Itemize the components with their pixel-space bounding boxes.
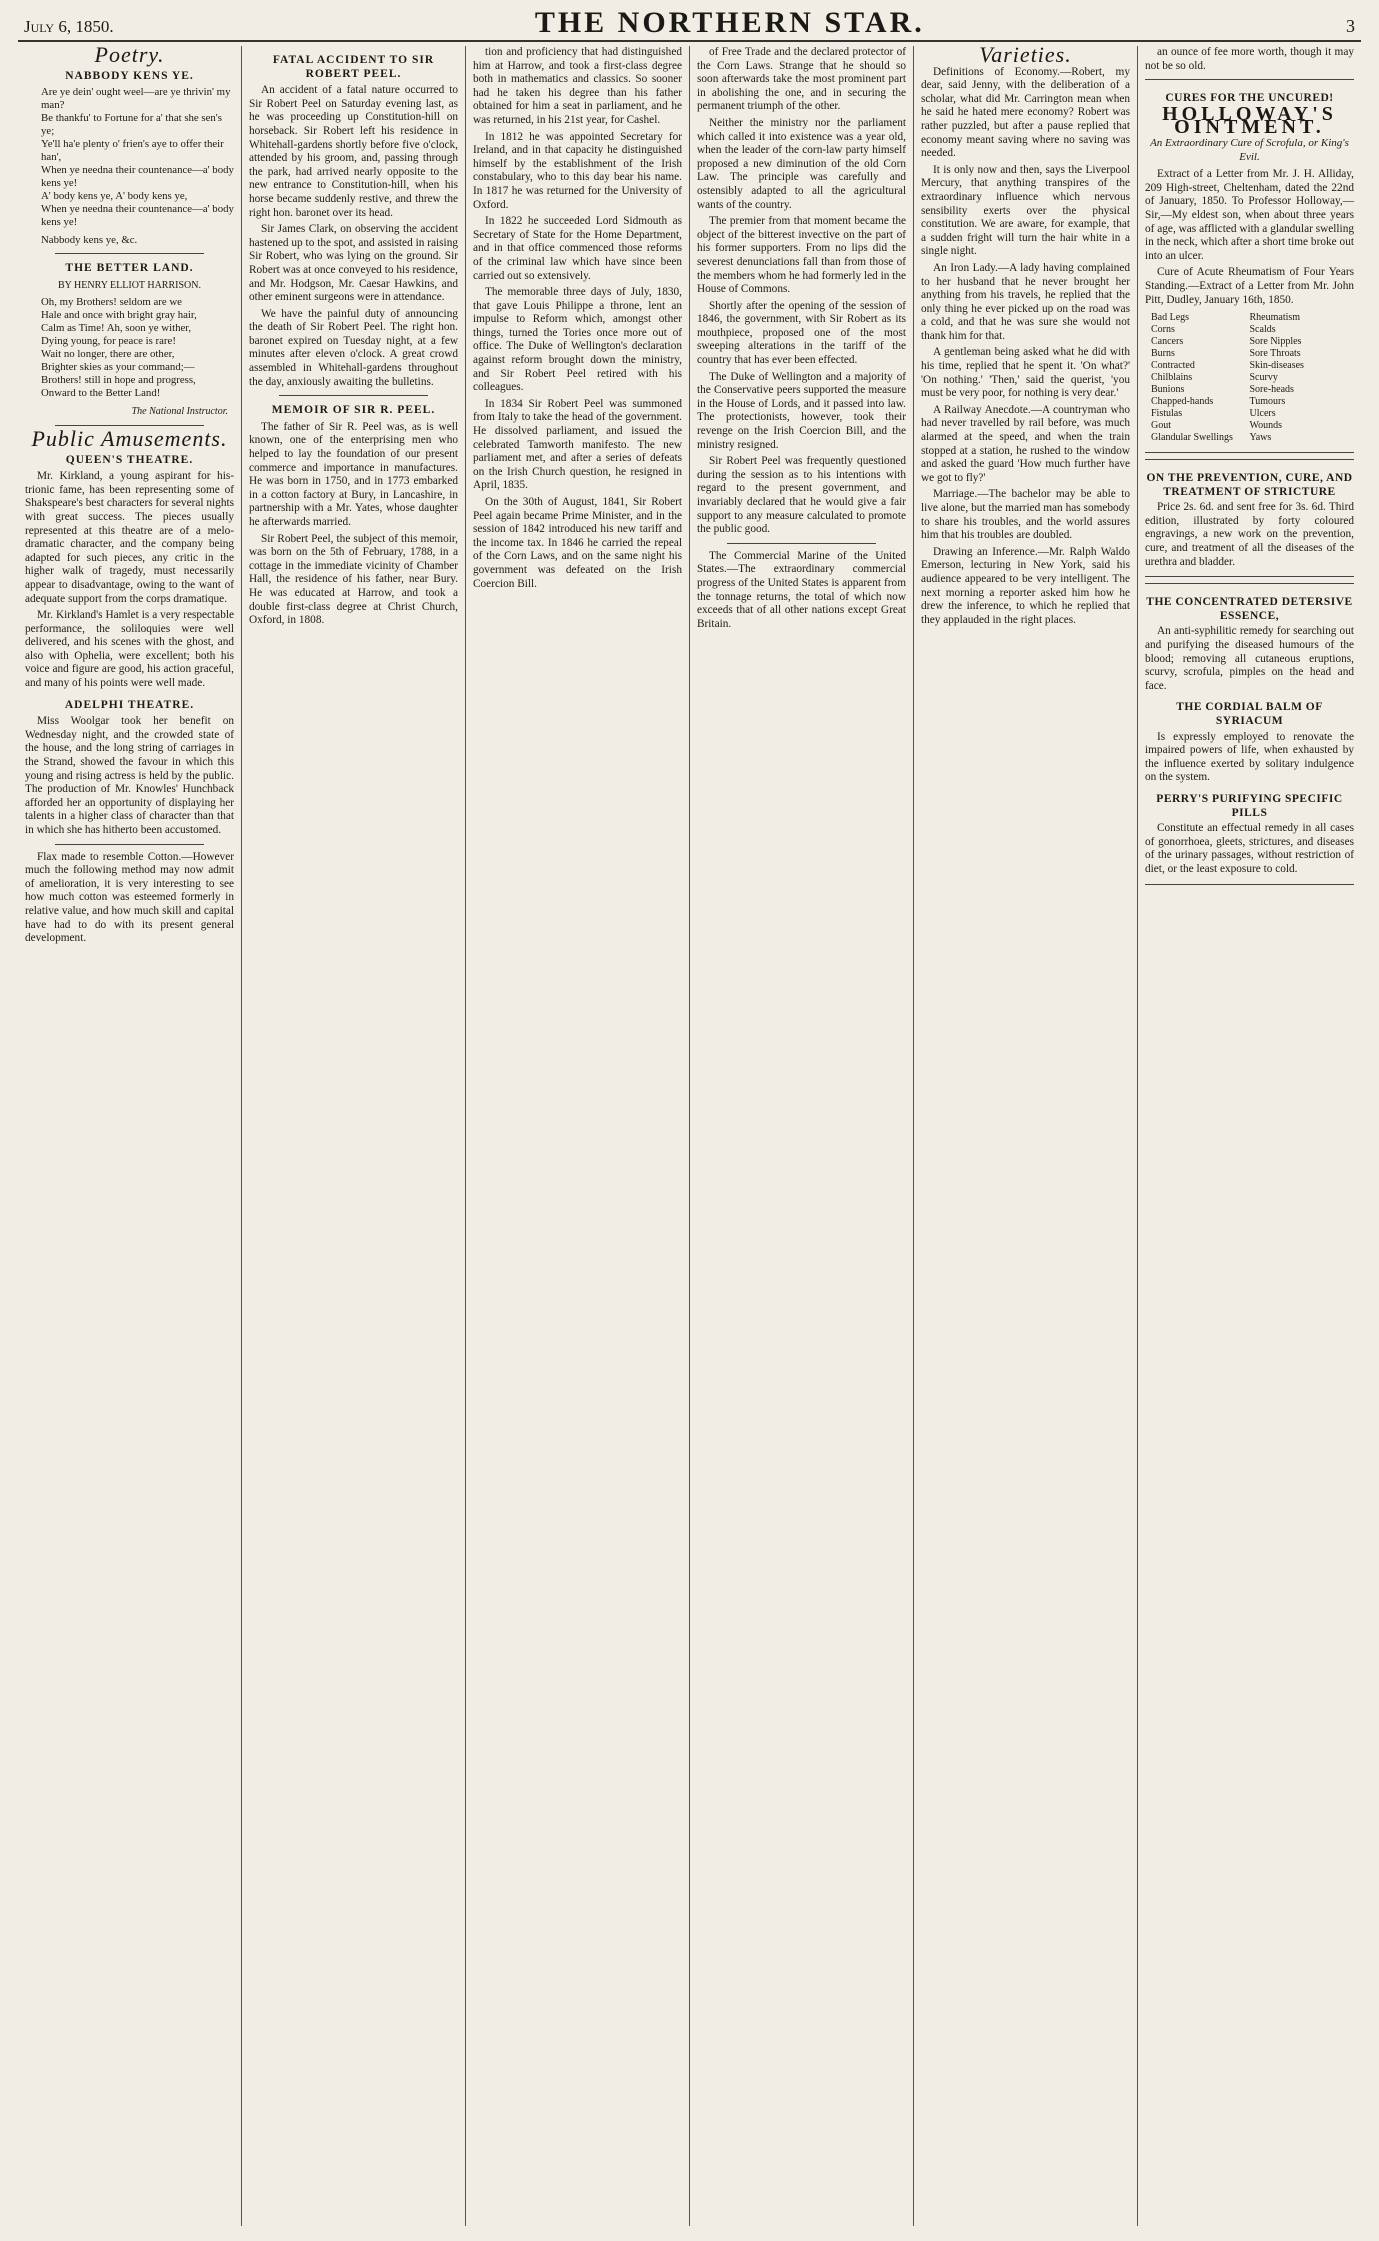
article-paragraph: A gentleman being asked what he did with his time, replied that he spent it. 'On what?' 'On nothing.' 'Then,' said the querist, 'you must be very poor, for nothing is very dear.' (921, 346, 1130, 400)
list-item: Sore Throats (1249, 348, 1301, 360)
article-title: QUEEN'S THEATRE. (65, 453, 194, 466)
list-item: Burns (1151, 348, 1175, 360)
ad-text: An anti-syphilitic remedy for searching out and purifying the diseased humours of the blood; removing all cutaneous eruptions, scurvy, scrofula, pimples on the head and face. (1145, 625, 1354, 692)
ad-text: Constitute an effectual remedy in all cases of gonorrhoea, gleets, strictures, and diseases of the urinary passages, without restriction of diet, or the least exposure to cold. (1145, 822, 1354, 875)
article-paragraph: In 1812 he was appointed Secretary for Ireland, and in that capacity he distinguished himself by the establishment of the Irish constabulary, who to this day bear his name. In 1817 he was returned for the University of Oxford. (473, 130, 682, 211)
list-item: Wounds (1249, 420, 1283, 432)
article-paragraph: An Iron Lady.—A lady having complained to her husband that he never brought her anything from his travels, he replied that the only thing he ever picked up on the road was a cold, and that he was sure she would not thank him for that. (921, 261, 1130, 342)
ad-heading: PERRY'S PURIFYING SPECIFIC PILLS (1156, 792, 1343, 819)
list-item: Glandular Swellings (1151, 432, 1233, 444)
article-paragraph: Mr. Kirkland, a young aspirant for his-trionic fame, has been representing some of Shakspeare's best characters for several nights with great success. The pieces usually represented at this theatre are of a melo-dramatic character, and the company being adapted for such pieces, any critic in the higher walk of tragedy, must necessarily appear to disadvantage, owing to the want of adequate support from the corps dramatique. (25, 470, 234, 605)
article-paragraph: Marriage.—The bachelor may be able to live alone, but the married man has somebody to share his troubles, and the world assures him that his troubles are doubled. (921, 488, 1130, 542)
poem-author: BY HENRY ELLIOT HARRISON. (58, 279, 201, 291)
article-paragraph: The premier from that moment became the object of the bitterest invective on the part of his former supporters. From no lips did the severest denunciations fall than from those of the members whom he had formerly led in the House of Commons. (697, 215, 906, 296)
list-item: Contracted (1151, 360, 1195, 372)
article-paragraph: Drawing an Inference.—Mr. Ralph Waldo Emerson, lecturing in New York, said his audience appeared to be very intelligent. The next morning a reporter asked him how he drew the inference, to which he replied that they applauded in the right places. (921, 545, 1130, 626)
divider (727, 543, 876, 544)
column-5 (914, 46, 1138, 2226)
poem-credit: The National Instructor. (131, 406, 228, 418)
ad-heading: THE CONCENTRATED DETERSIVE ESSENCE, (1146, 596, 1353, 622)
ad-text: Cure of Acute Rheumatism of Four Years Standing.—Extract of a Letter from Mr. John Pitt, Dudley, January 16th, 1850. (1145, 266, 1354, 306)
advertisement (1145, 459, 1354, 577)
list-item: Bad Legs (1151, 312, 1190, 324)
article-paragraph: tion and proficiency that had distinguished him at Harrow, and took a first-class degree both in mathematics and classics. So sooner had he taken his degree than his father obtained for him a seat in parliament, and he was returned, in his 21st year, for Cashel. (473, 46, 682, 126)
ad-subtitle: An Extraordinary Cure of Scrofula, or King's Evil. (1150, 136, 1349, 163)
list-item: Chilblains (1151, 372, 1193, 384)
column-4 (690, 46, 914, 2226)
article-paragraph: Miss Woolgar took her benefit on Wednesday night, and the crowded state of the house, and the long string of carriages in the Strand, showed the favour in which this young and rising actress is held by the public. The production of Mr. Knowles' Hunchback afforded her an opportunity of displaying her talents in a higher class of character than that in which she has hitherto been accustomed. (25, 715, 234, 836)
divider (55, 253, 204, 254)
article-paragraph: Mr. Kirkland's Hamlet is a very respectable performance, the soliloquies were well delivered, and his scenes with the ghost, and also with Ophelia, were excellent; both his voice and figure are good, his action graceful, and many of his points were well made. (25, 609, 234, 690)
section-heading-varieties: Varieties. (979, 46, 1072, 67)
list-item: Fistulas (1151, 408, 1183, 420)
list-item: Gout (1151, 420, 1171, 432)
poem-verse: Are ye dein' ought weel—are ye thrivin' my man? Be thankfu' to Fortune for a' that she sen's ye; Ye'll ha'e plenty o' frien's aye to offer their han', When ye needna their countenance—a' body kens ye! A' body kens ye, A' body kens ye, When ye needna their countenance—a' body kens ye! (41, 86, 234, 229)
article-paragraph: Sir James Clark, on observing the accident hastened up to the spot, and assisted in raising Sir Robert, who was lying on the ground. Sir Robert was at once conveyed to his residence, and Mr. Hodgson, Mr. Caesar Hawkins, and other eminent surgeons were in attendance. (249, 223, 458, 304)
columns (18, 46, 1361, 2226)
ad-heading: ON THE PREVENTION, CURE, AND TREATMENT OF STRICTURE (1146, 472, 1353, 498)
list-item: Sore Nipples (1249, 336, 1302, 348)
list-item: Corns (1151, 324, 1175, 336)
section-heading-poetry: Poetry. (94, 46, 165, 67)
article-paragraph: The father of Sir R. Peel was, as is well known, one of the enterprising men who helped to lay the foundation of our present commerce and importance in manufactures. He was born in 1750, and in 1773 embarked in a cotton factory at Bury, in Lancashire, in partnership with a Mr. Yates, whose daughter he afterwards married. (249, 420, 458, 528)
article-paragraph: Sir Robert Peel, the subject of this memoir, was born on the 5th of February, 1788, in a cottage in the immediate vicinity of Chamber Hall, the residence of his father, near Bury. He was educated at Harrow, and took a double first-class degree at Christ Church, Oxford, in 1808. (249, 532, 458, 627)
article-paragraph: Sir Robert Peel was frequently questioned during the session as to his intentions with regard to the present government, and invariably declared that he would give a fair support to any measure calculated to promote the public good. (697, 455, 906, 536)
list-item: Chapped-hands (1151, 396, 1214, 408)
list-item: Skin-diseases (1249, 360, 1304, 372)
poem-title: THE BETTER LAND. (65, 262, 194, 275)
article-paragraph: A Railway Anecdote.—A countryman who had never travelled by rail before, was much alarmed at the speed, and when the train stopped at a station, he rushed to the window and asked the guard 'How much further have we got to fly?' (921, 403, 1130, 484)
column-3 (466, 46, 690, 2226)
article-paragraph: On the 30th of August, 1841, Sir Robert Peel again became Prime Minister, and in the session of 1842 introduced his new tariff and the income tax. In 1846 he carried the repeal of the Corn Laws, and on the same night his government was defeated on the Irish Coercion Bill. (473, 496, 682, 590)
ad-text: Price 2s. 6d. and sent free for 3s. 6d. Third edition, illustrated by forty coloured engravings, a new work on the prevention, cure, and treatment of all the diseases of the urethra and bladder. (1145, 501, 1354, 568)
article-paragraph: It is only now and then, says the Liverpool Mercury, that anything transpires of the extraordinary influence which nervous sensibility exerts over the physical constitution. We are aware, for example, that a sudden fright will turn the hair white in a single night. (921, 163, 1130, 258)
article-paragraph: Neither the ministry nor the parliament which called it into existence was a year old, when the leader of the corn-law party himself proposed a new diminution of the old Corn Law. The principle was carefully and ostensibly adapted to all the agricultural wants of the country. (697, 116, 906, 211)
ad-heading: THE CORDIAL BALM OF SYRIACUM (1176, 701, 1323, 727)
list-item: Scalds (1249, 324, 1276, 336)
page-number: 3 (1346, 16, 1355, 36)
issue-date: July 6, 1850. (24, 17, 114, 36)
list-item: Yaws (1249, 432, 1272, 444)
list-item: Ulcers (1249, 408, 1276, 420)
ad-title: HOLLOWAY'S OINTMENT. (1162, 102, 1337, 139)
advertisement (1145, 583, 1354, 884)
divider (55, 844, 204, 845)
list-item: Cancers (1151, 336, 1184, 348)
column-1 (18, 46, 242, 2226)
article-paragraph: Definitions of Economy.—Robert, my dear, said Jenny, with the deliberation of a scholar, what did Mr. Carrington mean when he said he hated mere economy? Robert was rather puzzled, but after a pause replied that economy meant saving where no saving was needed. (921, 65, 1130, 160)
list-item: Scurvy (1249, 372, 1278, 384)
list-item: Bunions (1151, 384, 1185, 396)
article-paragraph: An accident of a fatal nature occurred to Sir Robert Peel on Saturday evening last, as he was proceeding up Constitution-hill on horseback. Sir Robert left his residence in Whitehall-gardens shortly before five o'clock, attended by his groom, and, passing through the park, had arrived nearly opposite to the new entrance to Constitution-hill, when his horse became suddenly restive, and threw the right hon. baronet over its head. (249, 84, 458, 219)
masthead (18, 6, 1361, 42)
poem-title: NABBODY KENS YE. (65, 69, 194, 82)
article-paragraph: an ounce of fee more worth, though it may not be so old. (1145, 46, 1354, 72)
list-item: Tumours (1249, 396, 1286, 408)
article-paragraph: In 1822 he succeeded Lord Sidmouth as Secretary of State for the Home Department, and in that office commenced those reforms of the criminal law which have since been carried out so extensively. (473, 215, 682, 282)
section-heading-amusements: Public Amusements. (31, 425, 228, 451)
poem-chorus: Nabbody kens ye, &c. (41, 234, 138, 247)
paper-title: THE NORTHERN STAR. (534, 6, 925, 39)
list-item: Sore-heads (1249, 384, 1294, 396)
article-paragraph: Flax made to resemble Cotton.—However much the following method may now admit of amelioration, it is very interesting to see how much cotton was esteemed formerly in relative value, and how much skill and capital have had to do with its present general development. (25, 850, 234, 945)
article-title: ADELPHI THEATRE. (64, 698, 195, 711)
article-paragraph: Shortly after the opening of the session of 1846, the government, with Sir Robert as its mouthpiece, proposed one of the most sweeping alterations in the tariff of the country that has ever been effected. (697, 299, 906, 367)
article-paragraph: of Free Trade and the declared protector of the Corn Laws. Strange that he should so soon afterwards take the most prominent part in abolishing the one, and in securing the permanent triumph of the other. (697, 46, 906, 113)
article-paragraph: The Commercial Marine of the United States.—The extraordinary commercial progress of the United States is apparent from the tonnage returns, the total of which now exceeds that of all other nations except Great Britain. (697, 549, 906, 630)
divider (279, 395, 428, 396)
ad-text: Extract of a Letter from Mr. J. H. Alliday, 209 High-street, Cheltenham, dated the 22nd of January, 1850. To Professor Holloway,—Sir,—My eldest son, when about three years of age, was afflicted with a glandular swelling in the neck, which after a short time broke out into an ulcer. (1145, 168, 1354, 262)
article-title: MEMOIR OF SIR R. PEEL. (271, 404, 436, 417)
advertisement (1145, 79, 1354, 453)
article-paragraph: In 1834 Sir Robert Peel was summoned from Italy to take the head of the government. He dissolved parliament, and issued the celebrated Tamworth manifesto. The new parliament met, and after a series of defeats on the Irish Church question, he resigned in April, 1835. (473, 397, 682, 492)
list-item: Rheumatism (1249, 312, 1301, 324)
column-6 (1138, 46, 1361, 2226)
ad-text: Is expressly employed to renovate the impaired powers of life, when exhausted by the influence exerted by solitary indulgence on the system. (1145, 730, 1354, 784)
ad-heading: CURES FOR THE UNCURED! (1165, 92, 1334, 105)
article-title: FATAL ACCIDENT TO SIR ROBERT PEEL. (272, 54, 435, 80)
column-2 (242, 46, 466, 2226)
poem-verse: Oh, my Brothers! seldom are we Hale and once with bright gray hair, Calm as Time! Ah, soon ye wither, Dying young, for peace is rare! Wait no longer, there are other, Brighter skies as your command;— Brothers! still in hope and progress, Onward to the Better Land! (41, 296, 197, 400)
article-paragraph: The Duke of Wellington and a majority of the Conservative peers supported the measure in the House of Lords, and it passed into law. The protectionists, however, took their revenge on the Irish Coercion Bill, and the ministry resigned. (697, 370, 906, 451)
article-paragraph: We have the painful duty of announcing the death of Sir Robert Peel. The right hon. baronet expired on Tuesday night, at a few minutes after eleven o'clock. A great crowd assembled in Whitehall-gardens throughout the day, anxiously awaiting the bulletins. (249, 307, 458, 388)
ailment-list (1145, 310, 1354, 448)
article-paragraph: The memorable three days of July, 1830, that gave Louis Philippe a throne, lent an impulse to Reform which, amongst other things, turned the Tories once more out of office. The Duke of Wellington's declaration against reform brought down the ministry, and Sir Robert Peel retired with his colleagues. (473, 286, 682, 394)
